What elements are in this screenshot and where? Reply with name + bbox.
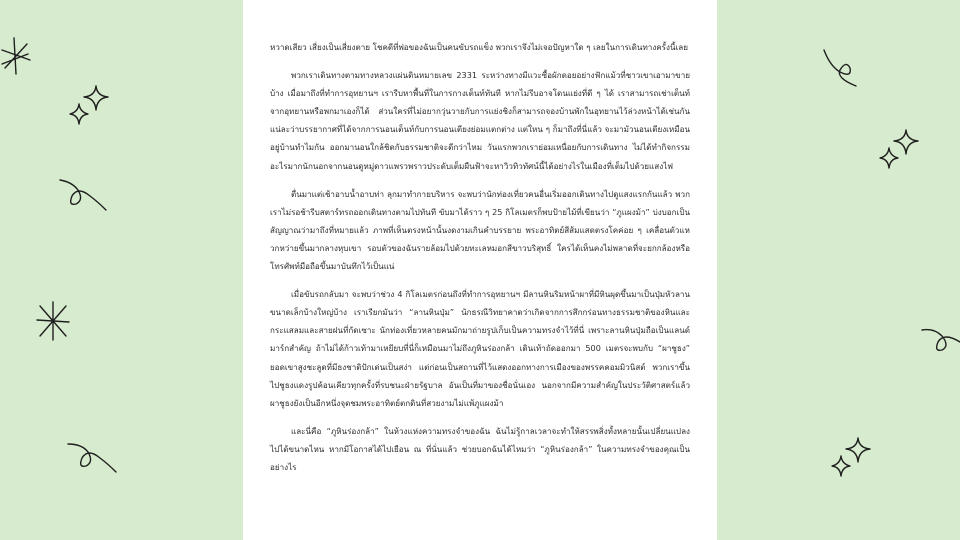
- sparkle-cluster-icon: [876, 128, 926, 178]
- swirl-doodle-icon: [920, 322, 960, 358]
- swirl-doodle-icon: [58, 176, 108, 212]
- paragraph: พวกเราเดินทางตามทางหลวงแผ่นดินหมายเลข 2331 ระหว่างทางมีแวะซื้อผักดอยอย่างฟักแม้วที่ชาวเขาเอามาขายบ้าง เมื่อมาถึงที่ทำการอุทยานฯ เรารีบหาพื้นที่ในการกางเต็นท์ทันที หากไม่รีบอาจโดนแย่งที่ดี ๆ ได้ เราสามารถเช่าเต็นท์จากอุทยานหรือพกมาเองก็ได้ ส่วนใครที่ไม่อยากวุ่นวายกับการแย่งชิงก็สามารถจองบ้านพักในอุทยานไว้ล่วงหน้าได้เช่นกัน แน่ละว่าบรรยากาศที่ได้จากการนอนเต็นท์กับการนอนเตียงย่อมแตกต่าง แต่ใหน ๆ ก็มาถึงที่นี่แล้ว จะมามัวนอนเตียงเหมือนอยู่บ้านทำไมกัน ออกมานอนใกล้ชิดกับธรรมชาติจะดีกว่าไหม วันแรกพวกเราย่อมเหนื่อยกับการเดินทาง ไม่ได้ทำกิจกรรมอะไรมากนักนอกจากนอนดูหมู่ดาวแพรวพราวประดับเต็มผืนฟ้าจะหาวิวทิวทัศน์นี้ได้อย่างไรในเมืองที่เต็มไปด้วยแสงไฟ: [270, 70, 690, 171]
- paragraph: หวาดเสียว เสี่ยงเป็นเสี่ยงตาย โชคดีที่พ่อของฉันเป็นคนขับรถแข็ง พวกเราจึงไม่เจอปัญหาใด ๆ เลยในการเดินทางครั้งนี้เลย: [270, 42, 688, 52]
- document-body: [270, 38, 690, 486]
- document-page: [243, 0, 717, 540]
- paragraph: และนี่คือ “ภูหินร่องกล้า” ในห้วงแห่งความทรงจำของฉัน ฉันไม่รู้กาลเวลาจะทำให้สรรพสิ่งทั้งหลายนั้นเปลี่ยนแปลงไปได้ขนาดไหน หากมีโอกาสได้ไปเยือน ณ ที่นั่นแล้ว ช่วยบอกฉันได้ไหมว่า “ภูหินร่องกล้า” ในความทรงจำของคุณเป็นอย่างไร: [270, 425, 690, 472]
- swirl-doodle-icon: [66, 440, 118, 474]
- paragraph: ตื่นมาแต่เช้าอาบน้ำอาบท่า ลุกมาทำกายบริหาร จะพบว่านักท่องเที่ยวคนอื่นเริ่มออกเดินทางไปดูแสงแรกกันแล้ว พวกเราไม่รอช้ารีบสตาร์ทรถออกเดินทางตามไปทันที ขับมาได้ราว ๆ 25 กิโลเมตรก็พบป้ายไม้ที่เขียนว่า “ภูแผงม้า” บ่งบอกเป็นสัญญาณว่ามาถึงที่หมายแล้ว ภาพที่เห็นตรงหน้านั้นงดงามเกินคำบรรยาย พระอาทิตย์สีส้มแสดตรงโคค่อย ๆ เคลื่อนตัวแหวกหว่ายขึ้นมากลางหุบเขา รอบตัวของฉันรายล้อมไปด้วยทะเลหมอกสีขาวบริสุทธิ์ ใครได้เห็นคงไม่พลาดที่จะยกกล้องหรือโทรศัพท์มือถือขึ้นมาบันทึกไว้เป็นแน่: [270, 188, 690, 272]
- asterisk-doodle-icon: [33, 300, 73, 342]
- paragraph: เมื่อขับรถกลับมา จะพบว่าช่วง 4 กิโลเมตรก่อนถึงที่ทำการอุทยานฯ มีลานหินริมหน้าผาที่มีหินผุดขึ้นมาเป็นปุ่มหัวลาน ขนาดเล็กบ้างใหญ่บ้าง เราเรียกมันว่า “ลานหินปุ่ม” นักธรณีวิทยาคาดว่าเกิดจากการสึกกร่อนทางธรรมชาติของหินและกระแสลมและสายฝนที่กัดเซาะ นักท่องเที่ยวหลายคนมักมาถ่ายรูปเก็บเป็นความทรงจำไว้ที่นี่ เพราะลานหินปุ่มถือเป็นแลนด์มาร์กสำคัญ ถ้าไม่ได้ก้าวเท้ามาเหยียบที่นี่ก็เหมือนมาไม่ถึงภูหินร่องกล้า เดินเท้าถัดออกมา 500 เมตรจะพบกับ “ผาชูธง” ยอดเขาสูงชะลูดที่มีธงชาติปักเด่นเป็นสง่า แต่ก่อนเป็นสถานที่ไว้แสดงออกทางการเมืองของพรรคคอมมิวนิสต์ พวกเราขึ้นไปชูธงแดงรูปค้อนเคียวทุกครั้งที่รบชนะฝ่ายรัฐบาล อันเป็นที่มาของชื่อนั่นเอง นอกจากมีความสำคัญในประวัติศาสตร์แล้ว ผาชูธงยังเป็นอีกหนึ่งจุดชมพระอาทิตย์ตกดินที่สวยงามไม่แพ้ภูแผงม้า: [270, 289, 690, 408]
- sparkle-cluster-icon: [828, 436, 878, 486]
- sparkle-cluster-icon: [66, 84, 116, 134]
- left-background: [0, 0, 243, 540]
- asterisk-doodle-icon: [0, 36, 32, 76]
- swirl-doodle-icon: [822, 48, 858, 88]
